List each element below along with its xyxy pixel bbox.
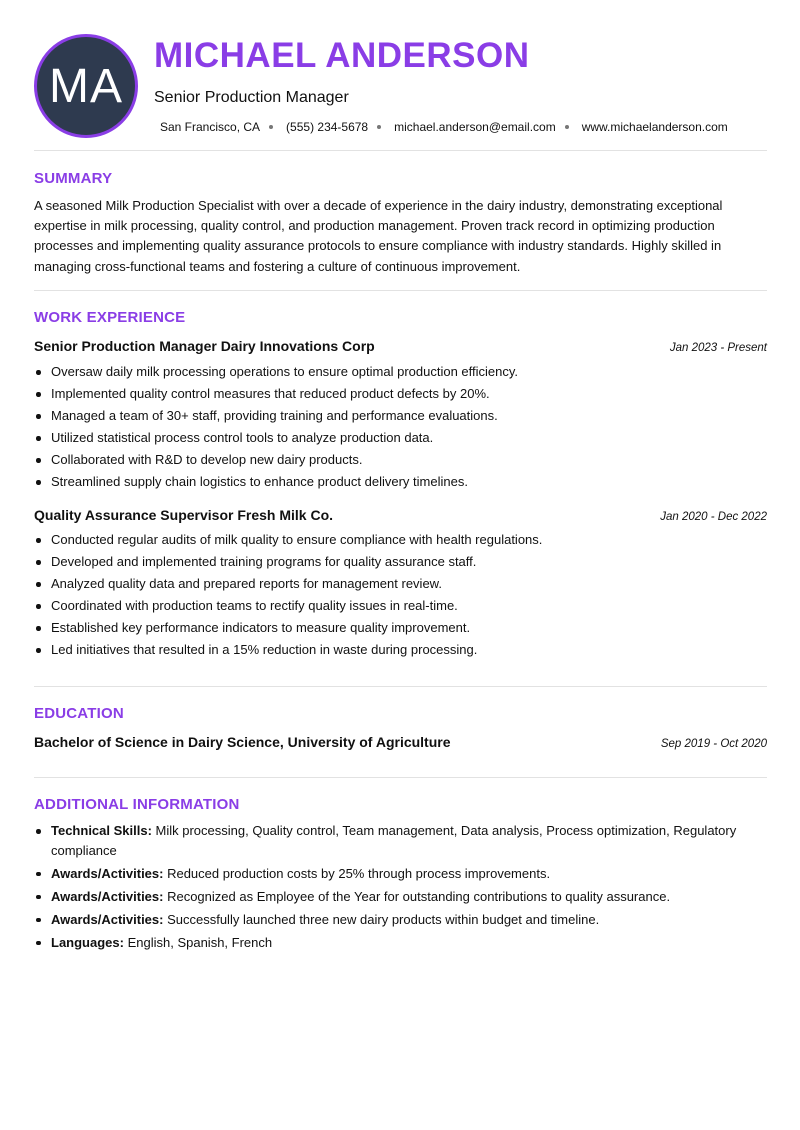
divider xyxy=(34,290,767,291)
education-degree: Bachelor of Science in Dairy Science, University of Agriculture xyxy=(34,734,451,750)
bullet-separator xyxy=(565,125,569,129)
list-item: Developed and implemented training programs for quality assurance staff. xyxy=(34,551,767,573)
contact-line xyxy=(160,120,728,134)
bullet-separator xyxy=(377,125,381,129)
section-heading-summary: SUMMARY xyxy=(34,170,113,187)
info-label: Languages: xyxy=(51,934,124,950)
list-item: Managed a team of 30+ staff, providing training and performance evaluations. xyxy=(34,405,767,427)
education-date: Sep 2019 - Oct 2020 xyxy=(660,738,767,750)
list-item: Oversaw daily milk processing operations to ensure optimal production efficiency. xyxy=(34,361,767,383)
divider xyxy=(34,150,767,151)
section-heading-education: EDUCATION xyxy=(34,705,124,722)
education-entry xyxy=(34,734,767,750)
list-item xyxy=(34,864,767,884)
info-text: Milk processing, Quality control, Team management, Data analysis, Process optimization, Regulatory compliance xyxy=(51,823,737,858)
list-item xyxy=(34,910,767,930)
list-item: Implemented quality control measures that reduced product defects by 20%. xyxy=(34,383,767,405)
contact-location: San Francisco, CA xyxy=(160,120,261,134)
bullet-separator xyxy=(269,125,273,129)
info-text: Reduced production costs by 25% through process improvements. xyxy=(163,865,551,881)
info-text: English, Spanish, French xyxy=(123,934,273,950)
job-role: Senior Production Manager Dairy Innovations Corp xyxy=(34,338,375,354)
additional-info-list xyxy=(34,821,767,956)
job-bullets xyxy=(34,529,767,662)
list-item xyxy=(34,933,767,953)
list-item: Coordinated with production teams to rectify quality issues in real-time. xyxy=(34,595,767,617)
divider xyxy=(34,777,767,778)
info-text: Recognized as Employee of the Year for outstanding contributions to quality assurance. xyxy=(163,888,671,904)
info-text: Successfully launched three new dairy products within budget and timeline. xyxy=(163,911,600,927)
list-item: Led initiatives that resulted in a 15% reduction in waste during processing. xyxy=(34,639,767,661)
info-label: Technical Skills: xyxy=(51,823,152,838)
list-item: Utilized statistical process control tools to analyze production data. xyxy=(34,427,767,449)
contact-phone: (555) 234-5678 xyxy=(286,120,369,134)
job-header xyxy=(34,338,767,354)
section-heading-experience: WORK EXPERIENCE xyxy=(34,309,186,326)
job-bullets xyxy=(34,361,767,494)
info-label: Awards/Activities: xyxy=(51,911,164,927)
list-item: Analyzed quality data and prepared reports for management review. xyxy=(34,573,767,595)
contact-website[interactable]: www.michaelanderson.com xyxy=(581,120,728,134)
summary-text: A seasoned Milk Production Specialist with over a decade of experience in the dairy industry, demonstrating exceptional expertise in milk processing, quality control, and production management. Proven track record in optimizing production processes and implementing quality assurance protocols to ensure compliance with industry standards. Highly skilled in managing cross-functional teams and fostering a culture of continuous improvement. xyxy=(34,198,723,274)
section-heading-additional: ADDITIONAL INFORMATION xyxy=(34,796,240,813)
contact-email[interactable]: michael.anderson@email.com xyxy=(394,120,556,134)
info-label: Awards/Activities: xyxy=(51,865,164,881)
list-item: Collaborated with R&D to develop new dairy products. xyxy=(34,449,767,471)
list-item xyxy=(34,887,767,907)
list-item: Streamlined supply chain logistics to enhance product delivery timelines. xyxy=(34,471,767,493)
info-label: Awards/Activities: xyxy=(51,888,164,904)
list-item: Established key performance indicators to measure quality improvement. xyxy=(34,617,767,639)
avatar-initials: MA xyxy=(49,59,123,113)
candidate-name: MICHAEL ANDERSON xyxy=(154,36,530,75)
job-header xyxy=(34,507,767,523)
list-item: Conducted regular audits of milk quality to ensure compliance with health regulations. xyxy=(34,529,767,551)
list-item xyxy=(34,821,767,860)
avatar xyxy=(34,34,138,138)
candidate-title: Senior Production Manager xyxy=(154,89,349,106)
divider xyxy=(34,686,767,687)
job-date: Jan 2020 - Dec 2022 xyxy=(660,511,767,523)
job-role: Quality Assurance Supervisor Fresh Milk Co. xyxy=(34,507,334,523)
job-date: Jan 2023 - Present xyxy=(669,342,767,354)
